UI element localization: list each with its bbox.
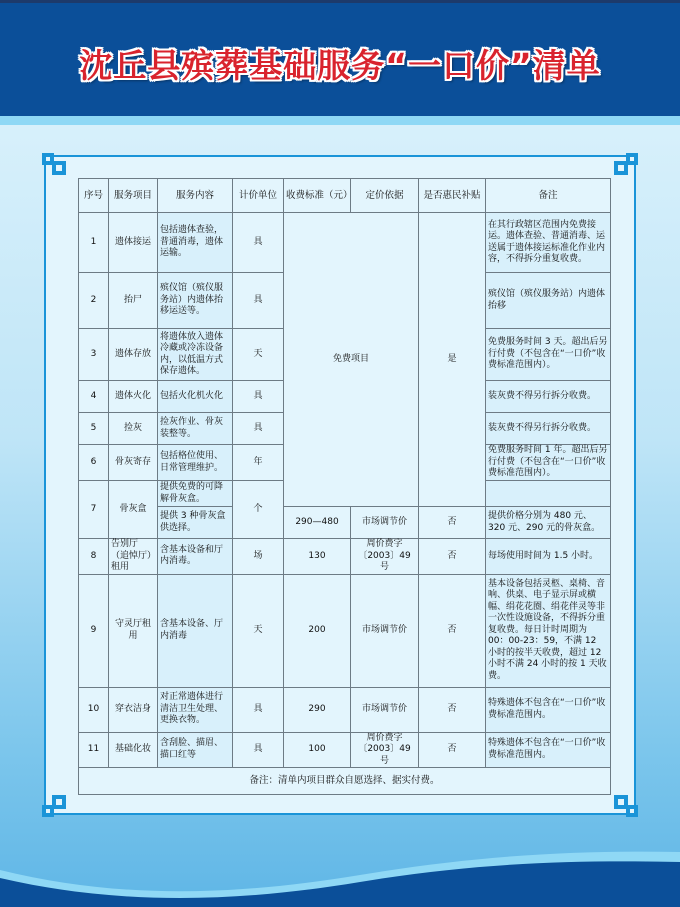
header-remark: 备注	[486, 179, 611, 213]
banner-top-edge	[0, 0, 680, 3]
row-remark: 在其行政辖区范围内免费接运。遗体查验、普通消毒、运送属于遗体接运标准化作业内容，不得拆分重复收费。	[486, 213, 611, 273]
row-subsidy: 否	[419, 732, 486, 768]
header-subsidy: 是否惠民补贴	[419, 179, 486, 213]
row-basis: 市场调节价	[351, 687, 419, 732]
row-remark: 特殊遗体不包含在“一口价”收费标准范围内。	[486, 732, 611, 768]
page-title: 沈丘县殡葬基础服务“一口价”清单	[79, 46, 601, 85]
header-no: 序号	[79, 179, 109, 213]
row-no: 11	[79, 732, 109, 768]
row-unit: 天	[233, 574, 284, 687]
row-item: 遗体接运	[109, 213, 158, 273]
row-remark: 免费服务时间 1 年。超出后另行付费（不包含在“一口价”收费标准范围内）。	[486, 445, 611, 481]
row-basis: 市场调节价	[351, 507, 419, 539]
row-item: 抬尸	[109, 273, 158, 329]
table-row	[79, 574, 611, 687]
table-row	[79, 507, 611, 539]
row-fee: 200	[284, 574, 351, 687]
row-item: 遗体存放	[109, 329, 158, 381]
row-content: 捡灰作业、骨灰装整等。	[158, 413, 233, 445]
table-footnote: 备注：清单内项目群众自愿选择、据实付费。	[79, 768, 611, 795]
row-fee: 290—480	[284, 507, 351, 539]
row-item: 遗体火化	[109, 381, 158, 413]
row-item: 骨灰寄存	[109, 445, 158, 481]
row-item: 基础化妆	[109, 732, 158, 768]
row-unit: 具	[233, 732, 284, 768]
corner-knot-icon	[42, 791, 68, 817]
row-no: 2	[79, 273, 109, 329]
row-subsidy: 否	[419, 687, 486, 732]
header-content: 服务内容	[158, 179, 233, 213]
fee-list-table	[78, 178, 611, 795]
row-no: 3	[79, 329, 109, 381]
row-content: 包括遗体查验，普通消毒，遗体运输。	[158, 213, 233, 273]
row-basis: 周价费字〔2003〕49 号	[351, 539, 419, 575]
row-unit: 天	[233, 329, 284, 381]
row-item: 捡灰	[109, 413, 158, 445]
table-footnote-row	[79, 768, 611, 795]
row-remark	[486, 481, 611, 507]
row-unit: 个	[233, 481, 284, 539]
row-subsidy: 否	[419, 574, 486, 687]
row-basis: 周价费字〔2003〕49 号	[351, 732, 419, 768]
row-no: 7	[79, 481, 109, 539]
bottom-wave-decoration	[0, 840, 680, 907]
row-content: 提供免费的可降解骨灰盒。	[158, 481, 233, 507]
corner-knot-icon	[612, 791, 638, 817]
row-fee: 100	[284, 732, 351, 768]
row-unit: 场	[233, 539, 284, 575]
row-remark: 基本设备包括灵柩、桌椅、音响、供桌、电子显示屏或横幅、绢花花圈、绢花伴灵等非一次性设施设备，不得拆分重复收费。每日计时周期为 00：00-23：59，不满 12 小时的按半天收费，超过 12 小时不满 24 小时的按 1 天收费。	[486, 574, 611, 687]
row-no: 10	[79, 687, 109, 732]
row-subsidy: 否	[419, 507, 486, 539]
header-item: 服务项目	[109, 179, 158, 213]
banner-divider	[0, 116, 680, 125]
row-content: 包括火化机火化	[158, 381, 233, 413]
row-unit: 具	[233, 213, 284, 273]
row-remark: 装灰费不得另行拆分收费。	[486, 381, 611, 413]
header-basis: 定价依据	[351, 179, 419, 213]
row-no: 8	[79, 539, 109, 575]
table-row	[79, 732, 611, 768]
table-row	[79, 687, 611, 732]
row-no: 1	[79, 213, 109, 273]
row-content: 含基本设备和厅内消毒。	[158, 539, 233, 575]
row-fee: 130	[284, 539, 351, 575]
row-unit: 具	[233, 381, 284, 413]
free-project-fee: 免费项目	[284, 213, 419, 507]
row-remark: 殡仪馆（殡仪服务站）内遗体抬移	[486, 273, 611, 329]
row-unit: 年	[233, 445, 284, 481]
free-project-subsidy: 是	[419, 213, 486, 507]
corner-knot-icon	[42, 153, 68, 179]
row-fee: 290	[284, 687, 351, 732]
row-unit: 具	[233, 687, 284, 732]
row-remark: 提供价格分别为 480 元、320 元、290 元的骨灰盒。	[486, 507, 611, 539]
row-item: 穿衣洁身	[109, 687, 158, 732]
table-row	[79, 213, 611, 273]
row-content: 将遗体放入遗体冷藏或冷冻设备内，以低温方式保存遗体。	[158, 329, 233, 381]
row-no: 4	[79, 381, 109, 413]
row-remark: 特殊遗体不包含在“一口价”收费标准范围内。	[486, 687, 611, 732]
row-unit: 具	[233, 413, 284, 445]
row-remark: 装灰费不得另行拆分收费。	[486, 413, 611, 445]
row-content: 殡仪馆（殡仪服务站）内遗体抬移运送等。	[158, 273, 233, 329]
row-remark: 免费服务时间 3 天。超出后另行付费（不包含在“一口价”收费标准范围内）。	[486, 329, 611, 381]
row-unit: 具	[233, 273, 284, 329]
table-row	[79, 539, 611, 575]
row-no: 6	[79, 445, 109, 481]
row-item: 守灵厅租用	[109, 574, 158, 687]
row-no: 5	[79, 413, 109, 445]
row-subsidy: 否	[419, 539, 486, 575]
row-content: 提供 3 种骨灰盒供选择。	[158, 507, 233, 539]
row-no: 9	[79, 574, 109, 687]
row-remark: 每场使用时间为 1.5 小时。	[486, 539, 611, 575]
row-item: 告别厅（追悼厅）租用	[109, 539, 158, 575]
row-basis: 市场调节价	[351, 574, 419, 687]
row-content: 包括格位使用、日常管理维护。	[158, 445, 233, 481]
corner-knot-icon	[612, 153, 638, 179]
header-unit: 计价单位	[233, 179, 284, 213]
table-header-row	[79, 179, 611, 213]
row-content: 含基本设备、厅内消毒	[158, 574, 233, 687]
row-item: 骨灰盒	[109, 481, 158, 539]
row-content: 对正常遗体进行清洁卫生处理、更换衣物。	[158, 687, 233, 732]
header-fee: 收费标准（元）	[284, 179, 351, 213]
row-content: 含刮脸、描眉、描口红等	[158, 732, 233, 768]
